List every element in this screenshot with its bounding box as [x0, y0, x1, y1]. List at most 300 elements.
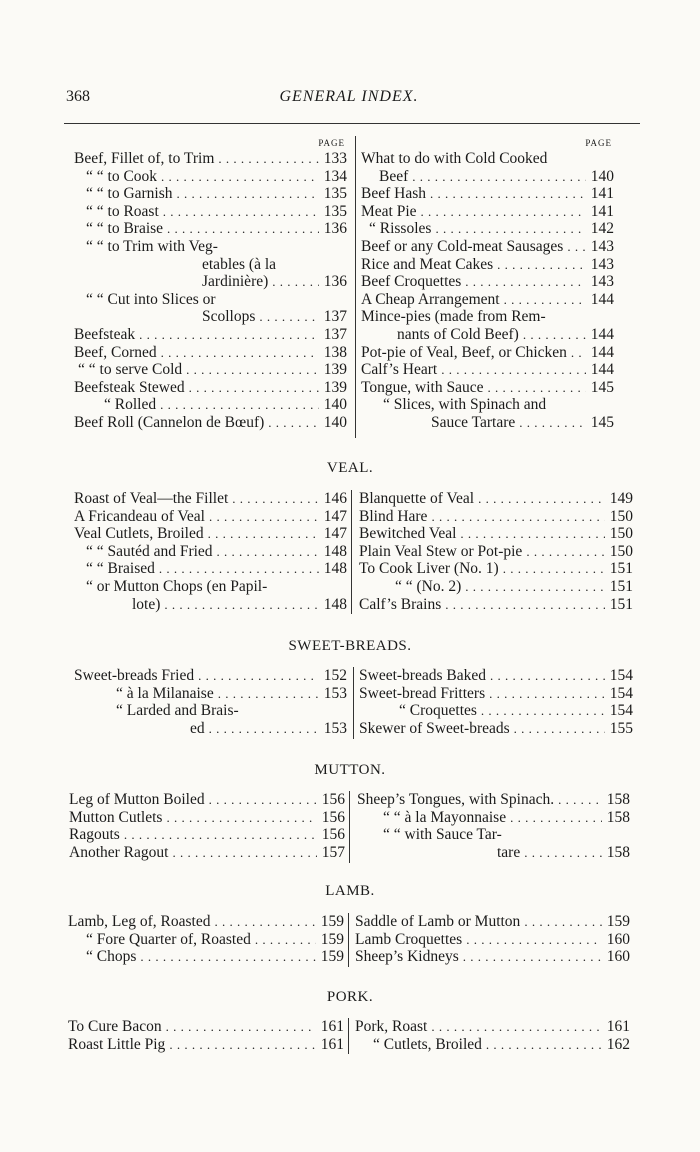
entry-page-number: 144 [590, 325, 614, 343]
index-entry [359, 490, 633, 508]
entry-title: Pot-pie of Veal, Beef, or Chicken [361, 343, 567, 361]
entry-page-number: 161 [320, 1018, 344, 1035]
beef-left-entries [74, 150, 347, 432]
column-divider [349, 791, 350, 863]
entry-title: Sweet-breads Fried [74, 667, 195, 684]
entry-page-number: 135 [323, 202, 347, 220]
beef-right-entries [361, 150, 614, 432]
entry-title: Beef, Fillet of, to Trim [74, 150, 215, 167]
index-entry [359, 685, 633, 703]
entry-title: Beefsteak Stewed [74, 378, 185, 396]
entry-page-number: 155 [609, 719, 633, 737]
column-divider [351, 490, 352, 614]
index-entry [359, 578, 633, 596]
entry-title: nants of Cold Beef) [397, 325, 519, 343]
dot-leader [161, 344, 319, 362]
entry-title: etables (à la [202, 255, 277, 273]
entry-title: “ “ (No. 2) [395, 577, 462, 595]
spacer [547, 150, 614, 168]
dot-leader [465, 578, 605, 596]
index-entry [68, 1036, 344, 1054]
column-divider [348, 1018, 349, 1054]
pork-section [0, 986, 700, 1008]
veal-left-entries [74, 490, 347, 613]
right-column [361, 136, 614, 432]
entry-title: Mince-pies (made from Rem- [361, 308, 546, 326]
entry-page-number: 148 [323, 542, 347, 560]
entry-title: “ Chops [86, 948, 137, 966]
dot-leader [497, 256, 586, 274]
entry-title: Beef Roll (Cannelon de Bœuf) [74, 413, 265, 431]
lamb-section [0, 880, 700, 902]
entry-title: “ Rissoles [369, 220, 432, 238]
dot-leader [218, 685, 319, 703]
dot-leader [463, 948, 602, 966]
index-entry [361, 256, 614, 274]
entry-page-number: 141 [590, 185, 614, 203]
entry-page-number: 151 [609, 560, 633, 578]
pork-index-block [68, 1018, 634, 1054]
dot-leader [166, 1018, 316, 1036]
index-entry [361, 273, 614, 291]
index-entry [68, 1018, 344, 1036]
index-entry [74, 578, 347, 596]
entry-title: A Cheap Arrangement [361, 290, 500, 308]
index-entry [74, 667, 347, 685]
spacer [218, 238, 347, 256]
entry-page-number: 153 [323, 684, 347, 702]
entry-page-number: 156 [321, 826, 345, 844]
entry-page-number: 160 [606, 930, 630, 948]
index-entry [359, 525, 633, 543]
page-column-label-left: PAGE [318, 138, 345, 148]
dot-leader [486, 1036, 602, 1054]
dot-leader [255, 931, 316, 949]
index-entry [69, 809, 345, 827]
entry-page-number: 140 [590, 167, 614, 185]
index-entry [361, 150, 614, 168]
entry-title: “ “ to serve Cold [78, 361, 183, 379]
entry-title: Tongue, with Sauce [361, 378, 484, 396]
entry-page-number: 154 [609, 702, 633, 720]
index-entry [68, 931, 344, 949]
mutton-index-block [69, 791, 634, 863]
dot-leader [169, 1036, 316, 1054]
dot-leader [490, 667, 605, 685]
header-rule [64, 123, 640, 124]
index-entry [361, 414, 614, 432]
dot-leader [189, 379, 319, 397]
entry-title: Beef Hash [361, 185, 426, 203]
entry-page-number: 143 [590, 255, 614, 273]
index-entry [74, 596, 347, 614]
entry-page-number: 148 [323, 595, 347, 613]
right-column [355, 913, 630, 966]
entry-page-number: 150 [609, 542, 633, 560]
index-entry [359, 702, 633, 720]
dot-leader [209, 791, 317, 809]
entry-page-number: 160 [606, 948, 630, 966]
right-column [357, 791, 630, 861]
dot-leader [487, 379, 586, 397]
dot-leader [198, 667, 319, 685]
index-entry [361, 238, 614, 256]
entry-title: Ragouts [69, 826, 120, 844]
spacer [239, 702, 347, 720]
index-entry [74, 150, 347, 168]
entry-title: Leg of Mutton Boiled [69, 791, 205, 808]
index-entry [361, 326, 614, 344]
dot-leader [186, 361, 319, 379]
section-heading-veal: VEAL. [326, 460, 374, 476]
index-entry [74, 344, 347, 362]
index-entry [74, 490, 347, 508]
entry-title: “ Cutlets, Broiled [373, 1035, 482, 1053]
entry-title: “ Slices, with Spinach and [383, 396, 547, 414]
index-entry [355, 1036, 630, 1054]
dot-leader [524, 844, 602, 862]
entry-title: “ “ Sautéd and Fried [86, 542, 213, 560]
index-entry [74, 414, 347, 432]
dot-leader [161, 168, 319, 186]
dot-leader [139, 326, 319, 344]
index-entry [361, 203, 614, 221]
mutton-right-entries [357, 791, 630, 861]
entry-title: “ Croquettes [399, 702, 477, 720]
index-entry [69, 844, 345, 862]
entry-title: Roast Little Pig [68, 1035, 166, 1053]
dot-leader [232, 490, 319, 508]
entry-title: “ “ to Braise [86, 220, 164, 238]
dot-leader [571, 344, 586, 362]
index-entry [74, 685, 347, 703]
entry-page-number: 151 [609, 595, 633, 613]
index-entry [361, 396, 614, 414]
veal-index-block [74, 490, 634, 616]
index-entry [74, 396, 347, 414]
page-number: 368 [66, 88, 90, 105]
sweetbreads-index-block [74, 667, 634, 739]
entry-title: Blind Hare [359, 507, 428, 525]
entry-page-number: 161 [320, 1035, 344, 1053]
entry-page-number: 158 [606, 791, 630, 808]
entry-title: Beef Croquettes [361, 273, 462, 291]
page-title: GENERAL INDEX. [279, 88, 419, 105]
dot-leader [209, 508, 319, 526]
dot-leader [167, 220, 319, 238]
index-entry [361, 379, 614, 397]
entry-page-number: 134 [323, 167, 347, 185]
entry-title: tare [497, 843, 521, 861]
sweetbreads-right-entries [359, 667, 633, 737]
index-entry [74, 273, 347, 291]
entry-page-number: 139 [323, 361, 347, 379]
entry-page-number: 144 [590, 290, 614, 308]
entry-title: To Cook Liver (No. 1) [359, 560, 499, 578]
column-divider [355, 136, 356, 438]
entry-page-number: 148 [323, 560, 347, 578]
entry-page-number: 142 [590, 220, 614, 238]
index-entry [69, 826, 345, 844]
entry-page-number: 143 [590, 237, 614, 255]
entry-page-number: 136 [323, 273, 347, 291]
entry-page-number: 156 [321, 791, 345, 808]
index-entry [74, 720, 347, 738]
entry-page-number: 161 [606, 1018, 630, 1035]
dot-leader [208, 525, 319, 543]
index-entry [74, 326, 347, 344]
entry-page-number: 153 [323, 719, 347, 737]
entry-page-number: 147 [323, 507, 347, 525]
right-column [359, 490, 633, 613]
mutton-left-entries [69, 791, 345, 861]
dot-leader [503, 560, 605, 578]
entry-title: Rice and Meat Cakes [361, 255, 494, 273]
sweetbreads-left-entries [74, 667, 347, 737]
entry-title: A Fricandeau of Veal [74, 507, 205, 525]
entry-title: Scollops [202, 308, 256, 326]
entry-page-number: 136 [323, 220, 347, 238]
left-column [74, 136, 347, 432]
dot-leader [431, 1018, 602, 1036]
sweetbreads-section [0, 635, 700, 657]
section-heading-sweetbreads: SWEET-BREADS. [288, 638, 412, 654]
dot-leader [166, 809, 317, 827]
dot-leader [163, 203, 319, 221]
entry-page-number: 138 [323, 343, 347, 361]
entry-title: Sheep’s Kidneys [355, 948, 459, 966]
index-entry [74, 203, 347, 221]
entry-page-number: 156 [321, 808, 345, 826]
index-entry [74, 168, 347, 186]
entry-title: “ “ to Trim with Veg- [86, 237, 218, 255]
entry-page-number: 150 [609, 507, 633, 525]
entry-title: Another Ragout [69, 843, 169, 861]
entry-page-number: 149 [609, 490, 633, 507]
index-entry [359, 720, 633, 738]
index-entry [355, 1018, 630, 1036]
entry-page-number: 152 [323, 667, 347, 684]
dot-leader [140, 948, 316, 966]
entry-title: Sheep’s Tongues, with Spinach. [357, 791, 555, 808]
entry-page-number: 159 [320, 913, 344, 930]
right-column [359, 667, 633, 737]
dot-leader [441, 361, 586, 379]
index-entry [74, 702, 347, 720]
entry-title: “ à la Milanaise [116, 684, 214, 702]
entry-title: “ “ à la Mayonnaise [383, 808, 507, 826]
entry-title: Skewer of Sweet-breads [359, 719, 510, 737]
entry-title: Blanquette of Veal [359, 490, 475, 507]
dot-leader [268, 414, 319, 432]
entry-page-number: 141 [590, 202, 614, 220]
index-entry [68, 913, 344, 931]
entry-title: Jardinière) [202, 273, 269, 291]
entry-page-number: 150 [609, 525, 633, 543]
index-entry [357, 844, 630, 862]
entry-page-number: 159 [606, 913, 630, 930]
dot-leader [259, 308, 319, 326]
dot-leader [272, 273, 319, 291]
page-column-label-right: PAGE [585, 138, 612, 148]
entry-title: What to do with Cold Cooked [361, 150, 548, 167]
entry-title: “ “ with Sauce Tar- [383, 826, 502, 844]
entry-page-number: 159 [320, 930, 344, 948]
dot-leader [160, 396, 319, 414]
entry-title: Bewitched Veal [359, 525, 457, 543]
spacer [276, 256, 347, 274]
dot-leader [524, 913, 602, 931]
entry-title: Calf’s Heart [361, 361, 438, 379]
index-entry [355, 948, 630, 966]
entry-page-number: 146 [323, 490, 347, 507]
entry-title: “ “ to Garnish [86, 185, 173, 203]
index-entry [74, 220, 347, 238]
left-column [68, 913, 344, 966]
index-entry [361, 220, 614, 238]
entry-page-number: 144 [590, 343, 614, 361]
dot-leader [465, 273, 586, 291]
dot-leader [445, 596, 605, 614]
section-heading-lamb: LAMB. [325, 883, 375, 899]
dot-leader [478, 490, 605, 508]
lamb-right-entries [355, 913, 630, 966]
dot-leader [567, 238, 586, 256]
entry-page-number: 140 [323, 396, 347, 414]
running-header [66, 88, 632, 110]
spacer [216, 291, 347, 309]
index-entry [359, 543, 633, 561]
entry-title: Veal Cutlets, Broiled [74, 525, 204, 543]
dot-leader [177, 185, 319, 203]
index-entry [357, 809, 630, 827]
spacer [267, 578, 347, 596]
dot-leader [504, 291, 586, 309]
spacer [546, 308, 614, 326]
entry-title: Sauce Tartare [431, 413, 516, 431]
entry-title: ed [190, 719, 205, 737]
entry-page-number: 143 [590, 273, 614, 291]
dot-leader [217, 543, 319, 561]
left-column [74, 490, 347, 613]
entry-title: “ Larded and Brais- [116, 702, 239, 720]
index-entry [74, 256, 347, 274]
entry-title: “ Fore Quarter of, Roasted [86, 930, 251, 948]
entry-page-number: 140 [323, 413, 347, 431]
entry-title: Saddle of Lamb or Mutton [355, 913, 521, 930]
left-column [68, 1018, 344, 1053]
entry-page-number: 159 [320, 948, 344, 966]
entry-page-number: 158 [606, 808, 630, 826]
dot-leader [489, 685, 605, 703]
index-entry [74, 508, 347, 526]
entry-page-number: 145 [590, 413, 614, 431]
index-entry [359, 560, 633, 578]
index-entry [74, 543, 347, 561]
dot-leader [481, 702, 605, 720]
entry-page-number: 158 [606, 843, 630, 861]
entry-title: “ “ Braised [86, 560, 155, 578]
index-entry [361, 168, 614, 186]
entry-title: “ or Mutton Chops (en Papil- [86, 577, 268, 595]
entry-page-number: 137 [323, 325, 347, 343]
column-divider [353, 667, 354, 739]
entry-title: Plain Veal Stew or Pot-pie [359, 542, 523, 560]
dot-leader [523, 326, 586, 344]
index-entry [74, 291, 347, 309]
dot-leader [164, 596, 319, 614]
entry-page-number: 139 [323, 378, 347, 396]
entry-title: Lamb, Leg of, Roasted [68, 913, 211, 930]
index-entry [359, 596, 633, 614]
entry-title: “ “ Cut into Slices or [86, 290, 216, 308]
index-entry [68, 948, 344, 966]
dot-leader [172, 844, 317, 862]
entry-page-number: 147 [323, 525, 347, 543]
section-heading-mutton: MUTTON. [314, 762, 386, 778]
entry-title: Beef, Corned [74, 343, 157, 361]
entry-title: Sweet-bread Fritters [359, 684, 486, 702]
entry-title: Beef or any Cold-meat Sausages [361, 237, 564, 255]
index-entry [355, 913, 630, 931]
dot-leader [421, 203, 586, 221]
index-entry [361, 344, 614, 362]
entry-title: Beefsteak [74, 325, 136, 343]
dot-leader [514, 720, 605, 738]
entry-title: Calf’s Brains [359, 595, 442, 613]
dot-leader [430, 185, 586, 203]
entry-title: “ “ to Cook [86, 167, 158, 185]
entry-page-number: 151 [609, 577, 633, 595]
pork-left-entries [68, 1018, 344, 1053]
mutton-section [0, 759, 700, 781]
dot-leader [519, 414, 586, 432]
entry-page-number: 135 [323, 185, 347, 203]
index-entry [74, 379, 347, 397]
dot-leader [412, 168, 586, 186]
dot-leader [466, 931, 602, 949]
entry-title: lote) [132, 595, 161, 613]
spacer [502, 826, 630, 844]
index-entry [361, 361, 614, 379]
veal-right-entries [359, 490, 633, 613]
entry-title: Lamb Croquettes [355, 930, 463, 948]
entry-title: “ “ to Roast [86, 202, 159, 220]
pork-right-entries [355, 1018, 630, 1053]
index-entry [361, 185, 614, 203]
dot-leader [159, 560, 319, 578]
left-column [74, 667, 347, 737]
column-divider [348, 913, 349, 967]
index-entry [74, 185, 347, 203]
entry-page-number: 144 [590, 361, 614, 379]
lamb-index-block [68, 913, 634, 967]
entry-title: “ Rolled [104, 396, 157, 414]
dot-leader [214, 913, 316, 931]
index-entry [359, 508, 633, 526]
entry-title: Pork, Roast [355, 1018, 428, 1035]
entry-title: To Cure Bacon [68, 1018, 162, 1035]
index-entry [74, 560, 347, 578]
index-entry [359, 667, 633, 685]
beef-index-block [74, 136, 614, 442]
spacer [546, 396, 614, 414]
lamb-left-entries [68, 913, 344, 966]
entry-page-number: 154 [609, 684, 633, 702]
index-entry [74, 525, 347, 543]
index-entry [355, 931, 630, 949]
dot-leader [218, 150, 319, 168]
